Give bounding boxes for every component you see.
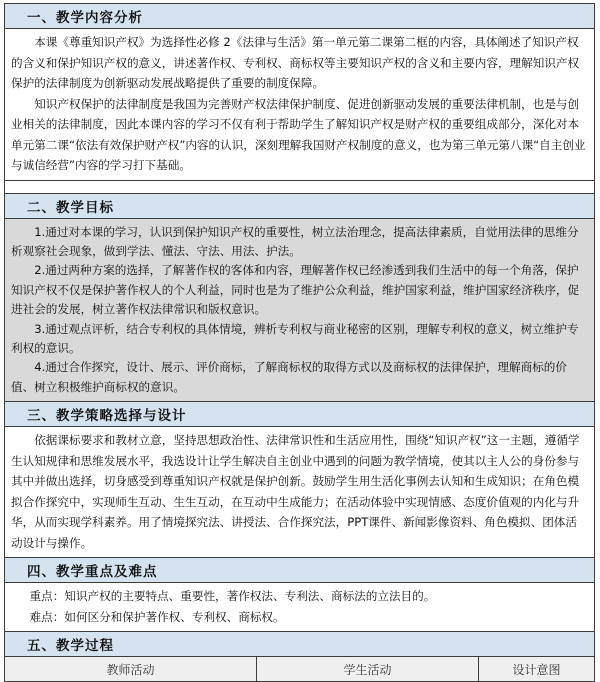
column-header-teacher: 教师活动 xyxy=(5,657,257,681)
lesson-plan-sheet xyxy=(4,3,595,682)
goal-item-4: 4.通过合作探究，设计、展示、评价商标，了解商标权的取得方式以及商标权的法律保护，理解商标的价值、树立积极维护商标权的意识。 xyxy=(11,360,567,394)
teaching-goals-body xyxy=(5,219,594,403)
goal-item-3: 3.通过观点评析，结合专利权的具体情境，辨析专利权与商业秘密的区别，理解专利权的意义，树立维护专利权的意识。 xyxy=(11,321,579,355)
keypoints-body xyxy=(5,583,594,632)
goal-item-1: 1.通过对本课的学习，认识到保护知识产权的重要性，树立法治理念，提高法律素质，自觉用法律的思维分析观察社会现象，做到学法、懂法、守法、用法、护法。 xyxy=(11,224,579,258)
keypoint-difficulty: 难点：如何区分和保护著作权、专利权、商标权。 xyxy=(29,609,285,624)
section-title-keypoints: 四、教学重点及难点 xyxy=(5,558,594,583)
column-header-intent: 设计意图 xyxy=(512,662,561,677)
process-table-header xyxy=(5,657,594,681)
strategy-body xyxy=(5,427,594,558)
section-spacer xyxy=(5,181,594,194)
column-header-student: 学生活动 xyxy=(257,657,479,681)
keypoint-focus: 重点：知识产权的主要特点、重要性，著作权法、专利法、商标法的立法目的。 xyxy=(29,589,436,604)
section-title-process: 五、教学过程 xyxy=(5,632,594,657)
section-title-goals: 二、教学目标 xyxy=(5,194,594,219)
section-title-content: 一、教学内容分析 xyxy=(5,4,594,29)
content-paragraph-1: 本课《尊重知识产权》为选择性必修 2《法律与生活》第一单元第二课第二框的内容，具体阐述了知识产权的含义和保护知识产权的意义，讲述著作权、专利权、商标权等主要知识产权的含义和主要内容，理解知识产权保护的法律制度为创新驱动发展战略提供了重要的制度保障。 xyxy=(11,35,580,90)
strategy-paragraph: 依据课标要求和教材立意，坚持思想政治性、法律常识性和生活应用性，围绕“知识产权”这一主题，遵循学生认知规律和思维发展水平，我选设计让学生解决自主创业中遇到的问题为教学情境，使其以主人公的身份参与其中并做出选择，切身感受到尊重知识产权就是保护创新。鼓励学生用生活化事例去认知和生成知识；在角色模拟合作探究中，实现师生互动、生生互动，在互动中生成能力；在活动体验中实现情感、态度价值观的内化与升华，从而实现学科素养。用了情境探究法、讲授法、合作探究法，PPT课件、新闻影像资料、角色模拟、团体活动设计与操作。 xyxy=(11,433,580,550)
content-paragraph-2: 知识产权保护的法律制度是我国为完善财产权法律保护制度、促进创新驱动发展的重要法律机制，也是与创业相关的法律制度，因此本课内容的学习不仅有利于帮助学生了解知识产权是财产权的重要组成部分，深化对本单元第二课“依法有效保护财产权”内容的认识，深刻理解我国财产权制度的意义，也为第三单元第八课“自主创业与诚信经营”内容的学习打下基础。 xyxy=(11,96,586,172)
goal-item-2: 2.通过两种方案的选择，了解著作权的客体和内容，理解著作权已经渗透到我们生活中的每一个角落，保护知识产权不仅是保护著作权人的个人利益，同时也是为了维护公众利益，维护国家利益，维护国家经济秩序，促进社会的发展，树立著作权法律常识和版权意识。 xyxy=(11,263,580,317)
section-title-strategy: 三、教学策略选择与设计 xyxy=(5,402,594,427)
content-analysis-body xyxy=(5,29,594,181)
